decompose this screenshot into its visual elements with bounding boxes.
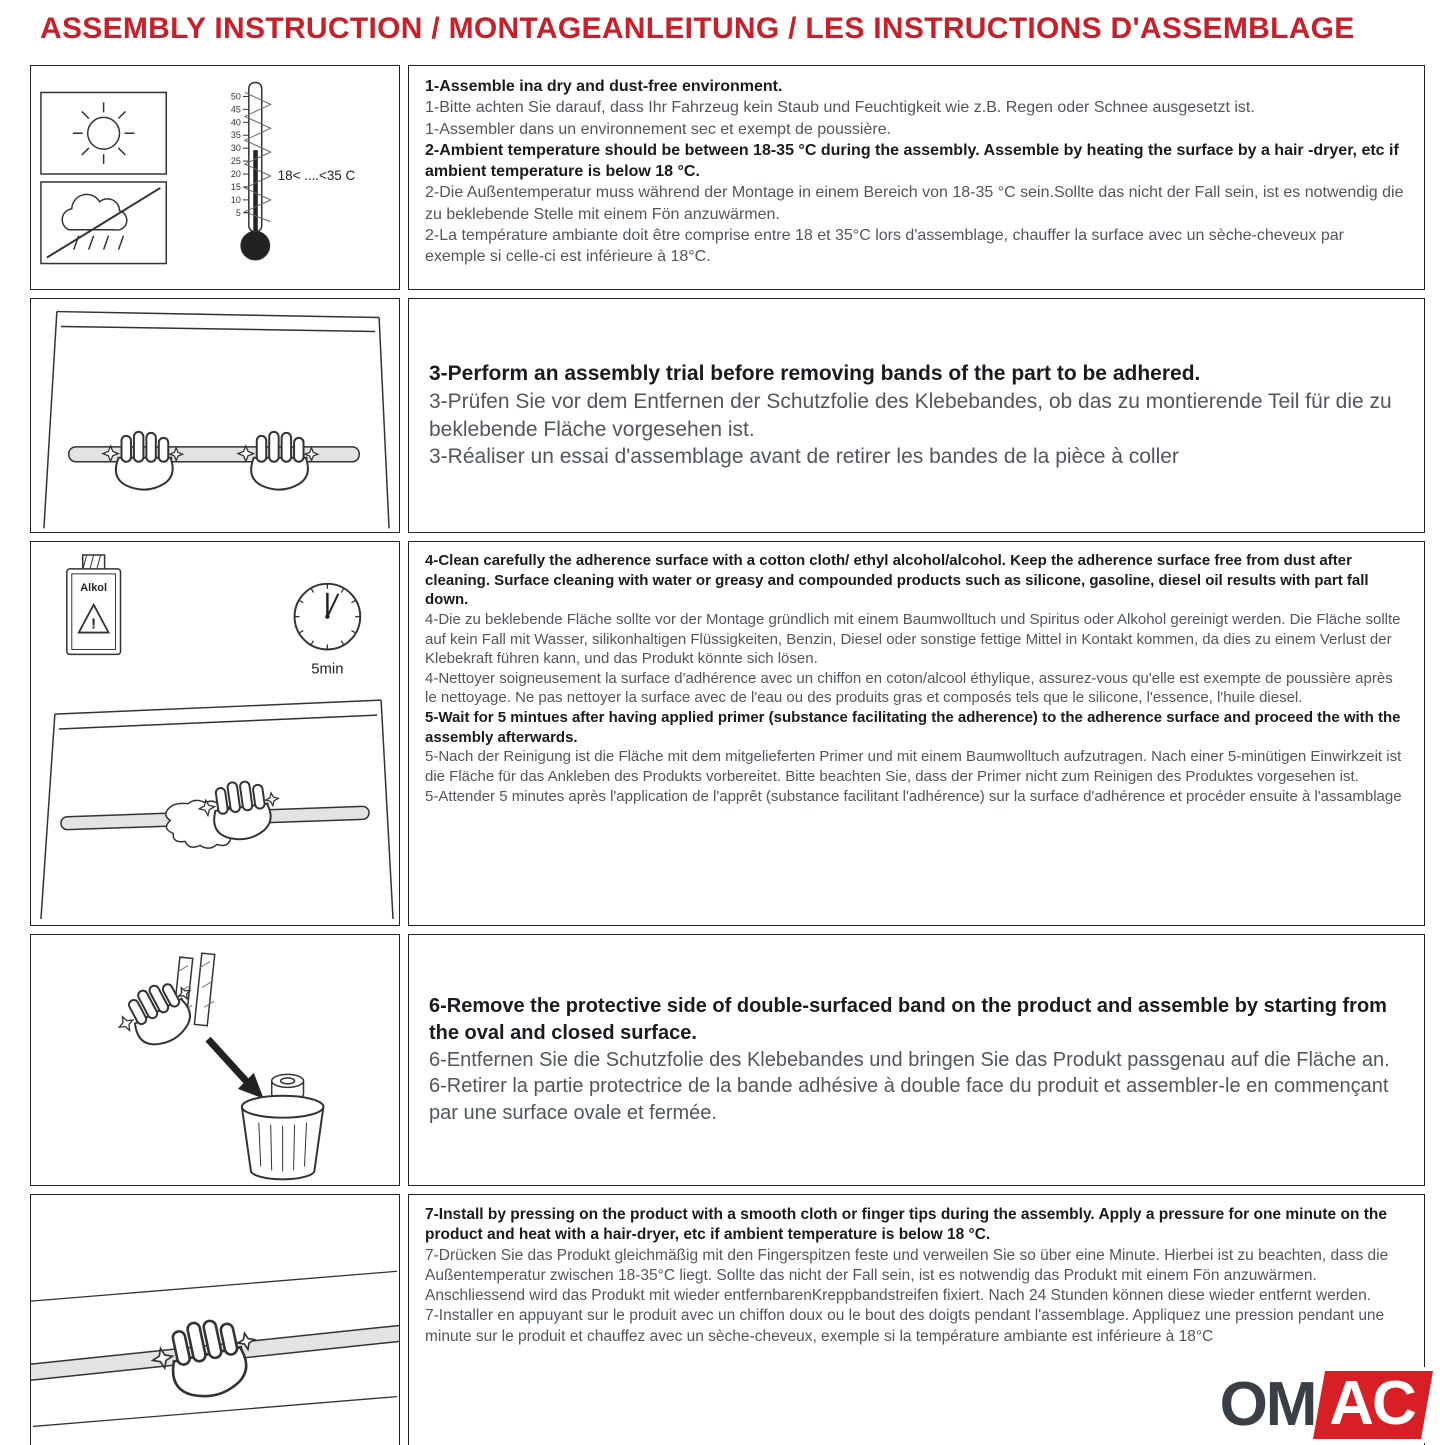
- tape-disposal-icon: [31, 935, 399, 1185]
- alcohol-bottle-icon: [67, 555, 121, 654]
- instruction-3-de: 3-Prüfen Sie vor dem Entfernen der Schutzfolie des Klebebandes, ob das zu montierende Teil für die zu beklebende Fläche vorgesehen ist.: [429, 389, 1392, 441]
- trial-illustration: [30, 298, 400, 533]
- instruction-2-de: 2-Die Außentemperatur muss während der Montage in einem Bereich von 18-35 °C sein.Sollte das nicht der Fall sein, ist es notwendig die zu beklebende Stelle mit einem Fön anzuwärmen.: [425, 184, 1404, 223]
- instruction-7-de: 7-Drücken Sie das Produkt gleichmäßig mit den Fingerspitzen feste und verweilen Sie so über eine Minute. Hierbei ist zu beachten, dass die Außentemperatur zwischen 18-35°C liegt. Sollte das nicht der Fall sein, ist es notwendig das Produkt mit einem Fön anzuwärmen. Anschliessend wird das Produkt mit wieder entfernbarenKreppbandstreifen fixiert. Nach 24 Stunden können diese wieder entfernt werden.: [425, 1246, 1389, 1305]
- thermometer-icon: [231, 83, 356, 261]
- page-title: ASSEMBLY INSTRUCTION / MONTAGEANLEITUNG / LES INSTRUCTIONS D'ASSEMBLAGE: [40, 12, 1355, 45]
- instruction-rows: [30, 65, 1425, 1445]
- press-install-icon: [31, 1195, 399, 1445]
- instruction-3-fr: 3-Réaliser un essai d'assemblage avant de retirer les bandes de la pièce à coller: [429, 445, 1179, 469]
- thermometer-range-label: 18< ....<35 C: [277, 167, 356, 183]
- instruction-7-en: 7-Install by pressing on the product with a smooth cloth or finger tips during the assembly. Apply a pressure for one minute on the product and heat with a hair-dryer, etc if ambient temperature is below 18 °C.: [425, 1206, 1387, 1244]
- instruction-6-fr: 6-Retirer la partie protectrice de la bande adhésive à double face du produit et assembler-le en commençant par une surface ovale et fermée.: [429, 1075, 1389, 1125]
- instruction-1-en: 1-Assemble ina dry and dust-free environment.: [425, 78, 783, 95]
- logo-om-text: OM: [1219, 1370, 1316, 1439]
- instruction-4-fr: 4-Nettoyer soigneusement la surface d'adhérence avec un chiffon en coton/alcool éthylique, assurez-vous qu'elle est exempte de poussière après le nettoyage. Ne pas nettoyer la surface avec de l'eau ou des produits gras et composés tels que le silicone, l'essence, l'huile diesel.: [425, 669, 1393, 707]
- cleaning-icon: [31, 542, 399, 925]
- logo-red-block: [1313, 1371, 1433, 1439]
- arrow-icon: [208, 1039, 248, 1083]
- alcohol-label: Alkol: [80, 581, 108, 594]
- cleaning-illustration: [30, 541, 400, 926]
- instruction-6-en: 6-Remove the protective side of double-surfaced band on the product and assemble by starting from the oval and closed surface.: [429, 995, 1387, 1044]
- step-3-text: [408, 298, 1425, 533]
- environment-illustration: [30, 65, 400, 290]
- thermo-scale-value: 15: [230, 181, 241, 192]
- instruction-5-de: 5-Nach der Reinigung ist die Fläche mit dem mitgelieferten Primer und mit einem Baumwolltuch aufzutragen. Nach einer 5-minütigen Einwirkzeit ist die Fläche für das Ankleben des Produkts vorbereitet. Bitte beachten Sie, dass der Primer nicht zum Reinigen des Produktes vorgesehen ist.: [425, 748, 1402, 786]
- instruction-7-fr: 7-Installer en appuyant sur le produit avec un chiffon doux ou le bout des doigts pendant l'assemblage. Appliquez une pression pendant une minute sur le produit et chauffez avec un sèche-cheveux, exemple si la température ambiante est inférieure à 18°C: [425, 1307, 1385, 1345]
- instruction-5-en: 5-Wait for 5 mintues after having applied primer (substance facilitating the adherence) to the adherence surface and proceed the with the assembly afterwards.: [425, 709, 1401, 746]
- step-1-2-text: [408, 65, 1425, 290]
- step-6-text: [408, 934, 1425, 1186]
- thermo-scale-value: 10: [230, 194, 241, 205]
- clock-icon: [295, 584, 361, 678]
- step-3-row: [30, 298, 1425, 533]
- instruction-2-en: 2-Ambient temperature should be between 18-35 °C during the assembly. Assemble by heating the surface by a hair -dryer, etc if ambient temperature is below 18 °C.: [425, 141, 1399, 181]
- step-4-5-row: [30, 541, 1425, 926]
- instruction-1-de: 1-Bitte achten Sie darauf, dass Ihr Fahrzeug kein Staub und Feuchtigkeit wie z.B. Regen oder Schnee ausgesetzt ist.: [425, 99, 1255, 117]
- pressing-illustration: [30, 1194, 400, 1445]
- thermo-scale-value: 5: [235, 207, 241, 218]
- instruction-6-de: 6-Entfernen Sie die Schutzfolie des Klebebandes und bringen Sie das Produkt passgenau auf die Fläche an.: [429, 1048, 1390, 1071]
- omac-logo: [1206, 1367, 1429, 1443]
- sun-icon: [73, 102, 135, 164]
- step-4-5-text: [408, 541, 1425, 926]
- band-removal-illustration: [30, 934, 400, 1186]
- pulling-hand-icon: [109, 971, 207, 1059]
- thermo-scale-value: 20: [230, 169, 241, 180]
- sun-rain-thermometer-icon: [31, 66, 399, 289]
- thermo-scale-value: 35: [230, 130, 241, 141]
- instruction-3-en: 3-Perform an assembly trial before removing bands of the part to be adhered.: [429, 362, 1201, 386]
- step-1-2-row: [30, 65, 1425, 290]
- instruction-5-fr: 5-Attender 5 minutes après l'application de l'apprêt (substance facilitant l'adhérence) sur la surface d'adhérence et procéder ensuite à l'assamblage: [425, 787, 1402, 805]
- no-rain-icon: [47, 188, 160, 258]
- clock-duration-label: 5min: [311, 661, 344, 678]
- door-trim-trial-icon: [31, 299, 399, 532]
- instruction-4-en: 4-Clean carefully the adherence surface with a cotton cloth/ ethyl alcohol/alcohol. Keep the adherence surface free from dust after cleaning. Surface cleaning with water or greasy and compounded products such as silicone, gasoline, diesel oil results with part fall down.: [425, 552, 1369, 609]
- pressing-hand-icon: [147, 1311, 264, 1406]
- instruction-2-fr: 2-La température ambiante doit être comprise entre 18 et 35°C lors d'assemblage, chauffer la surface avec un sèche-cheveux par exemple si celle-ci est inférieure à 18°C.: [425, 226, 1344, 266]
- thermo-scale-value: 45: [230, 104, 241, 115]
- instruction-4-de: 4-Die zu beklebende Fläche sollte vor der Montage gründlich mit einem Baumwolltuch und Spiritus oder Alkohol gereinigt werden. Die Fläche sollte auf kein Fall mit Wasser, silikonhaltigen Flüssigkeiten, Benzin, Diesel oder sonstige fettige Mittel in Kontakt kommen, da dies zu einem Verlust der Klebekraft führen kann, und das Produkt könnte sich lösen.: [425, 610, 1401, 668]
- thermo-scale-value: 25: [230, 156, 241, 167]
- thermo-scale-value: 40: [230, 117, 241, 128]
- logo-ac-text: AC: [1329, 1369, 1416, 1438]
- thermo-scale-value: 30: [230, 143, 241, 154]
- instruction-1-fr: 1-Assembler dans un environnement sec et exempt de poussière.: [425, 120, 892, 138]
- step-6-row: [30, 934, 1425, 1186]
- warning-mark: !: [91, 616, 97, 633]
- thermo-scale-value: 50: [230, 91, 241, 102]
